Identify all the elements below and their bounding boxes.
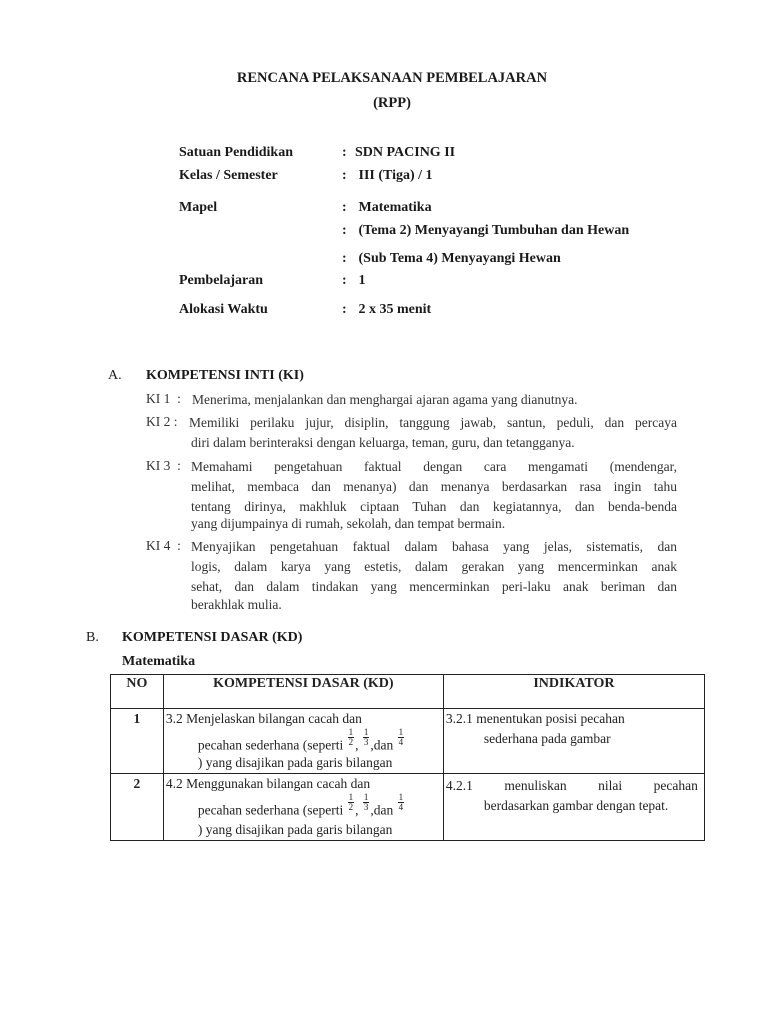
- indikator-text: berdasarkan gambar dengan tepat.: [483, 798, 669, 813]
- fraction-numerator: 1: [363, 727, 369, 737]
- identity-colon: :: [342, 273, 347, 288]
- ki-text: Memahami pengetahuan faktual dengan cara mengamati (mendengar,: [191, 459, 677, 474]
- fraction-numerator: 1: [398, 792, 404, 802]
- fraction-separator: ,dan: [370, 802, 394, 818]
- ki-text: Menyajikan pengetahuan faktual dalam bahasa yang jelas, sistematis, dan: [191, 539, 677, 554]
- header-no: NO: [111, 675, 164, 709]
- identity-colon: :: [342, 223, 347, 238]
- kd-cell: [163, 774, 443, 841]
- identity-label: Satuan Pendidikan: [179, 145, 293, 160]
- ki-text: tentang dirinya, makhluk ciptaan Tuhan dan kegiatannya, dan benda-benda: [191, 499, 677, 514]
- ki-label: KI 2 :: [146, 414, 178, 429]
- ki-text: Menerima, menjalankan dan menghargai ajaran agama yang dianutnya.: [192, 392, 578, 407]
- fraction-denominator: 2: [348, 737, 354, 747]
- fraction-numerator: 1: [398, 727, 404, 737]
- fraction: [398, 793, 405, 812]
- identity-colon: :: [342, 251, 347, 266]
- fraction-numerator: 1: [363, 792, 369, 802]
- fraction-denominator: 4: [398, 737, 404, 747]
- fraction-denominator: 3: [363, 737, 369, 747]
- identity-value: SDN PACING II: [355, 145, 456, 160]
- identity-colon: :: [342, 168, 347, 183]
- fraction-numerator: 1: [348, 792, 354, 802]
- section-b-letter: B.: [86, 630, 99, 645]
- fraction: [363, 793, 370, 812]
- row-number: 1: [111, 709, 164, 774]
- identity-label: Mapel: [179, 200, 218, 215]
- fraction: [348, 728, 355, 747]
- identity-colon: :: [342, 302, 347, 317]
- identity-value: 1: [355, 273, 366, 288]
- ki-label: KI 4 :: [146, 538, 181, 553]
- fraction-numerator: 1: [348, 727, 354, 737]
- kd-text: pecahan sederhana (seperti: [197, 737, 347, 753]
- identity-label: Kelas / Semester: [179, 168, 278, 183]
- header-indikator: INDIKATOR: [443, 675, 704, 709]
- kd-text-fractions: [197, 792, 405, 821]
- kd-text-fractions: [197, 727, 405, 756]
- indikator-text: sederhana pada gambar: [483, 731, 611, 746]
- kd-text: ) yang disajikan pada garis bilangan: [197, 822, 393, 837]
- identity-label: Pembelajaran: [179, 273, 263, 288]
- doc-subtitle: (RPP): [373, 95, 411, 111]
- ki-text: berakhlak mulia.: [191, 597, 282, 612]
- indikator-text: 4.2.1 menuliskan nilai pecahan: [445, 778, 698, 793]
- fraction-separator: ,: [355, 737, 359, 753]
- identity-value: (Tema 2) Menyayangi Tumbuhan dan Hewan: [355, 223, 630, 238]
- kd-table: [110, 674, 705, 841]
- indikator-cell: [443, 774, 704, 841]
- table-row: [111, 709, 705, 774]
- identity-colon: :: [342, 145, 347, 160]
- identity-value: (Sub Tema 4) Menyayangi Hewan: [355, 251, 561, 266]
- section-b-title: KOMPETENSI DASAR (KD): [122, 630, 303, 645]
- indikator-text: 3.2.1 menentukan posisi pecahan: [445, 711, 625, 726]
- ki-text: diri dalam berinteraksi dengan keluarga, teman, guru, dan tetangganya.: [191, 435, 575, 450]
- indikator-cell: [443, 709, 704, 774]
- fraction-denominator: 2: [348, 802, 354, 812]
- doc-title: RENCANA PELAKSANAAN PEMBELAJARAN: [236, 70, 548, 86]
- ki-text: sehat, dan dalam tindakan yang mencerminkan peri-laku anak beriman dan: [191, 579, 677, 594]
- table-header-row: [111, 675, 705, 709]
- section-a-letter: A.: [108, 368, 122, 383]
- kd-text: 3.2 Menjelaskan bilangan cacah dan: [165, 711, 362, 726]
- ki-text: logis, dalam karya yang estetis, dalam gerakan yang mencerminkan anak: [191, 559, 677, 574]
- header-kd: KOMPETENSI DASAR (KD): [163, 675, 443, 709]
- ki-text: melihat, membaca dan menanya) dan menanya berdasarkan rasa ingin tahu: [191, 479, 677, 494]
- fraction-denominator: 4: [398, 802, 404, 812]
- subject-subheading: Matematika: [122, 654, 196, 669]
- fraction: [363, 728, 370, 747]
- kd-text: ) yang disajikan pada garis bilangan: [197, 755, 393, 770]
- identity-colon: :: [342, 200, 347, 215]
- fraction-denominator: 3: [363, 802, 369, 812]
- kd-cell: [163, 709, 443, 774]
- section-a-title: KOMPETENSI INTI (KI): [146, 368, 304, 383]
- ki-label: KI 3 :: [146, 458, 181, 473]
- identity-value: III (Tiga) / 1: [355, 168, 433, 183]
- identity-value: Matematika: [355, 200, 432, 215]
- table-row: [111, 774, 705, 841]
- identity-value: 2 x 35 menit: [355, 302, 432, 317]
- kd-text: pecahan sederhana (seperti: [197, 802, 347, 818]
- ki-label: KI 1 :: [146, 391, 181, 406]
- fraction-separator: ,: [355, 802, 359, 818]
- ki-text: Memiliki perilaku jujur, disiplin, tanggung jawab, santun, peduli, dan percaya: [189, 415, 677, 430]
- ki-text: yang dijumpainya di rumah, sekolah, dan tempat bermain.: [191, 516, 506, 531]
- identity-label: Alokasi Waktu: [179, 302, 268, 317]
- kd-text: 4.2 Menggunakan bilangan cacah dan: [165, 776, 371, 791]
- fraction: [348, 793, 355, 812]
- row-number: 2: [111, 774, 164, 841]
- fraction: [398, 728, 405, 747]
- fraction-separator: ,dan: [370, 737, 394, 753]
